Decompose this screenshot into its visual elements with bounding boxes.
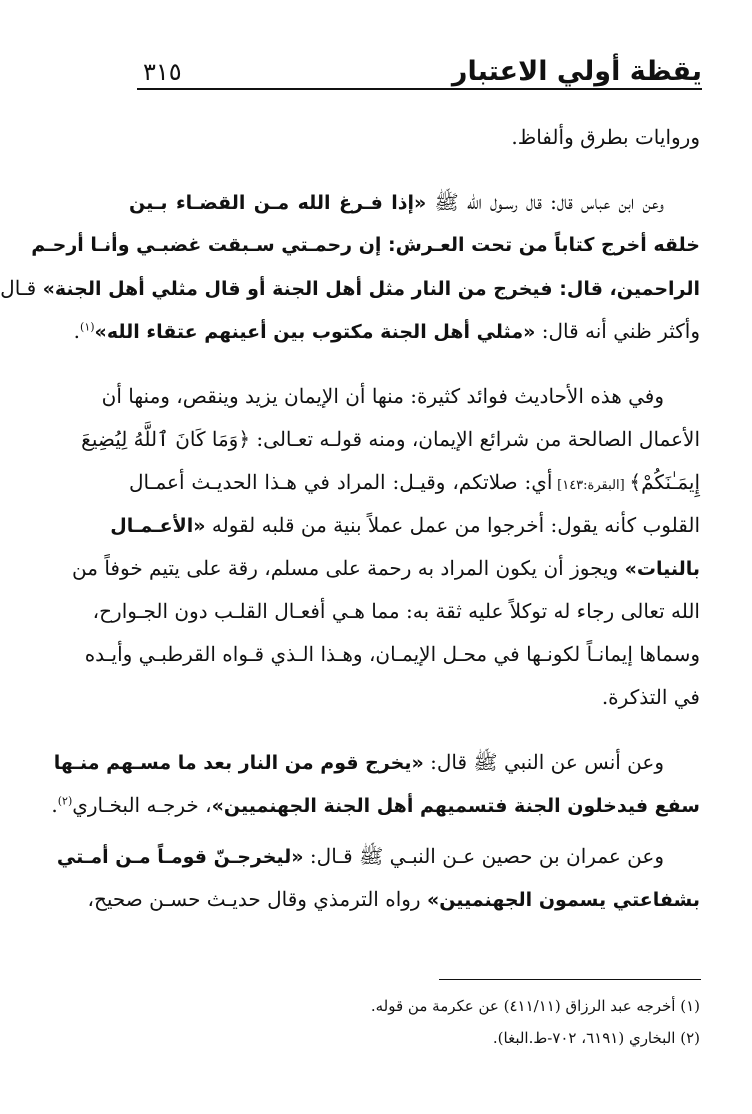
- body-text: [0, 116, 700, 921]
- paragraph-3-line-7: وسماها إيمانـاً لكونـها في محـل الإيمـان، وهـذا الـذي قـواه القرطبـي وأيـده: [84, 642, 700, 666]
- paragraph-3-line-3: إِيمَـٰنَكُمْ﴾ [البقرة:١٤٣] أي: صلاتكم، وقيـل: المراد في هـذا الحديـث أعمـال: [129, 470, 700, 494]
- footnote-ref-1: (١): [80, 320, 95, 334]
- quran-verse: ﴿وَمَا كَانَ ٱللَّهُ لِيُضِيعَ: [81, 427, 251, 451]
- paragraph-2-line-3: الراحمين، قال: فيخرج من النار مثل أهل الجنة أو قال مثلي أهل الجنة» قـال: [0, 276, 700, 300]
- paragraph-3-line-1: وفي هذه الأحاديث فوائد كثيرة: منها أن الإيمان يزيد وينقص، ومنها أن: [101, 384, 664, 408]
- paragraph-3-line-2: الأعمال الصالحة من شرائع الإيمان، ومنه قولـه تعـالى: ﴿وَمَا كَانَ ٱللَّهُ لِيُضِيعَ: [81, 427, 700, 451]
- footnote-ref-2: (٢): [57, 794, 73, 808]
- verse-reference: [البقرة:١٤٣]: [552, 478, 630, 493]
- footnote-1: (١) أخرجه عبد الرزاق (٤١١/١١) عن عكرمة من قوله.: [370, 997, 700, 1015]
- footnotes: [129, 990, 700, 1054]
- paragraph-1-line-1: وروايات بطرق وألفاظ.: [511, 125, 700, 149]
- paragraph-3-line-6: الله تعالى رجاء له توكلاً عليه ثقة به: مما هـي أفعـال القلـب دون الجـوارح،: [92, 599, 700, 623]
- paragraph-4-line-2: سفع فيدخلون الجنة فتسميهم أهل الجنة الجهنميين»، خرجـه البخـاري$^{(٢)}$.: [51, 793, 700, 817]
- header-rule: [137, 88, 702, 90]
- paragraph-3-line-5: بالنيات» ويجوز أن يكون المراد به رحمة على مسلم، رقة على يتيم خوفاً من: [72, 556, 700, 580]
- paragraph-4-line-1: وعن أنس عن النبي ﷺ قال: «يخرج قوم من النار بعد ما مسـهم منـها: [53, 750, 664, 774]
- paragraph-5-line-2: بشفاعتي يسمون الجهنميين» رواه الترمذي وقال حديـث حسـن صحيح،: [87, 887, 700, 911]
- paragraph-3-line-4: القلوب كأنه يقول: أخرجوا من عمل عملاً بنية من قلبه لقوله «الأعـمـال: [110, 513, 700, 537]
- paragraph-5-line-1: وعن عمران بن حصين عـن النبـي ﷺ قـال: «ليخرجـنّ قومـاً مـن أمـتي: [56, 844, 664, 868]
- page-number: ٣١٥: [143, 58, 182, 86]
- page-header: [137, 56, 702, 90]
- paragraph-2-line-1: وعن ابن عباس قال: قال رسـول الله ﷺ «إذا فـرغ الله مـن القضـاء بـين: [129, 190, 664, 214]
- paragraph-2-line-2: خلقه أخرج كتاباً من تحت العـرش: إن رحمـتي سـبقت غضبـي وأنـا أرحـم: [31, 234, 700, 256]
- running-title: يقظة أولي الاعتبار: [451, 56, 702, 87]
- footnote-2: (٢) البخاري (٦١٩١، ٧٠٢-ط.البغا).: [492, 1029, 700, 1047]
- paragraph-2-line-4: وأكثر ظني أنه قال: «مثلي أهل الجنة مكتوب بين أعينهم عتقاء الله»$^{(١)}$.: [73, 319, 700, 343]
- paragraph-3-line-8: في التذكرة.: [601, 685, 700, 709]
- footnote-rule: [439, 979, 701, 980]
